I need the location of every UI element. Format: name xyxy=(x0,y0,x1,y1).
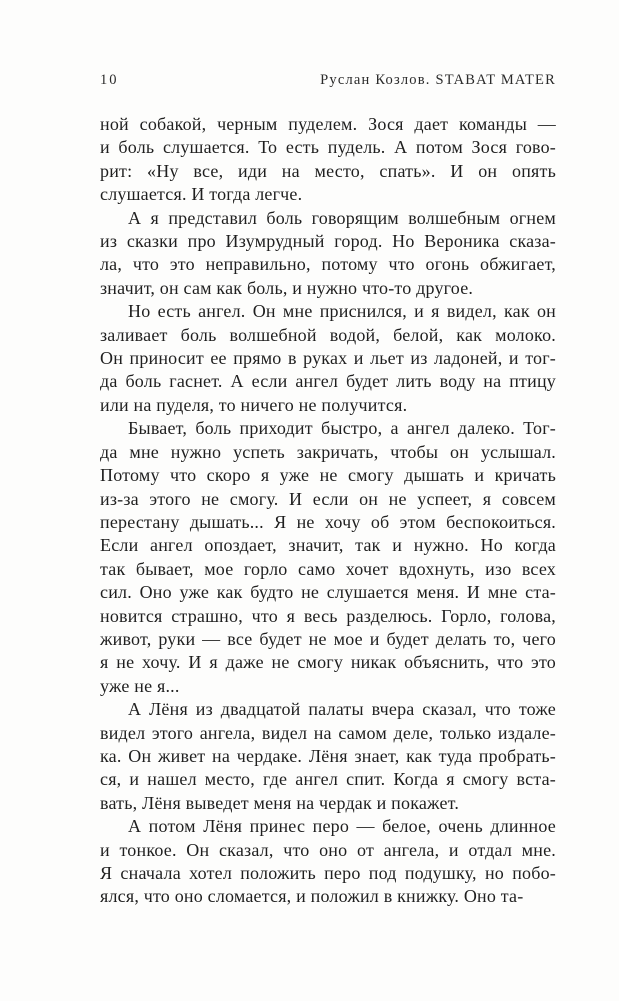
text-line: я не хочу. И я даже не смогу никак объяснить, что это xyxy=(100,652,556,673)
text-line: Если ангел опоздает, значит, так и нужно. Но когда xyxy=(100,535,556,556)
text-line: и боль слушается. То есть пудель. А потом Зося гово- xyxy=(100,137,556,158)
text-line: Потому что скоро я уже не смогу дышать и кричать xyxy=(100,465,556,486)
text-line: да мне нужно успеть закричать, чтобы он услышал. xyxy=(100,441,556,462)
page-header xyxy=(100,72,556,89)
page-number: 10 xyxy=(100,72,119,88)
text-line: Я сначала хотел положить перо под подушку, но побо- xyxy=(100,863,556,883)
text-line: перестану дышать... Я не хочу об этом беспокоиться. xyxy=(100,511,556,532)
text-line: видел этого ангела, видел на самом деле, только издале- xyxy=(100,722,556,743)
text-line: значит, он сам как боль, и нужно что-то другое. xyxy=(100,277,474,298)
text-line: вать, Лёня выведет меня на чердак и покажет. xyxy=(100,792,460,813)
text-line: из сказки про Изумрудный город. Но Вероника сказа- xyxy=(100,231,556,252)
text-line: новится страшно, что я весь разделюсь. Горло, голова, xyxy=(100,605,556,626)
text-line: так бывает, мое горло само хочет вдохнуть, изо всех xyxy=(100,558,556,579)
text-line: Он приносит ее прямо в руках и льет из ладоней, и тог- xyxy=(100,348,556,369)
text-line: из-за этого не смогу. И если он не успеет, я совсем xyxy=(100,488,556,509)
text-line: ся, и нашел место, где ангел спит. Когда я смогу вста- xyxy=(100,769,556,790)
text-line: заливает боль волшебной водой, белой, как молоко. xyxy=(100,324,556,345)
text-line: ла, что это неправильно, потому что огонь обжигает, xyxy=(100,254,556,275)
text-line: Но есть ангел. Он мне приснился, и я видел, как он xyxy=(128,301,556,322)
text-line: ялся, что оно сломается, и положил в книжку. Оно та- xyxy=(100,886,524,907)
text-line: или на пуделя, то ничего не получится. xyxy=(100,394,408,415)
text-line: А я представил боль говорящим волшебным огнем xyxy=(128,207,556,228)
text-line: А Лёня из двадцатой палаты вчера сказал, что тоже xyxy=(128,699,556,720)
text-line: живот, руки — все будет не мое и будет делать то, чего xyxy=(100,628,556,649)
text-line: ка. Он живет на чердаке. Лёня знает, как туда пробрать- xyxy=(100,745,556,766)
text-line: уже не я... xyxy=(100,675,180,696)
text-line: ной собакой, черным пуделем. Зося дает команды — xyxy=(100,114,556,134)
body-text xyxy=(100,113,556,909)
text-line: да боль гаснет. А если ангел будет лить воду на птицу xyxy=(100,371,556,392)
text-line: сил. Оно уже как будто не слушается меня. И мне ста- xyxy=(100,582,556,603)
text-line: слушается. И тогда легче. xyxy=(100,184,303,205)
text-line: А потом Лёня принес перо — белое, очень длинное xyxy=(128,816,556,837)
running-title: Руслан Козлов. STABAT MATER xyxy=(320,72,556,88)
text-line: Бывает, боль приходит быстро, а ангел далеко. Тог- xyxy=(128,418,556,439)
text-line: и тонкое. Он сказал, что оно от ангела, и отдал мне. xyxy=(100,839,556,860)
text-line: рит: «Ну все, иди на место, спать». И он опять xyxy=(100,160,556,181)
